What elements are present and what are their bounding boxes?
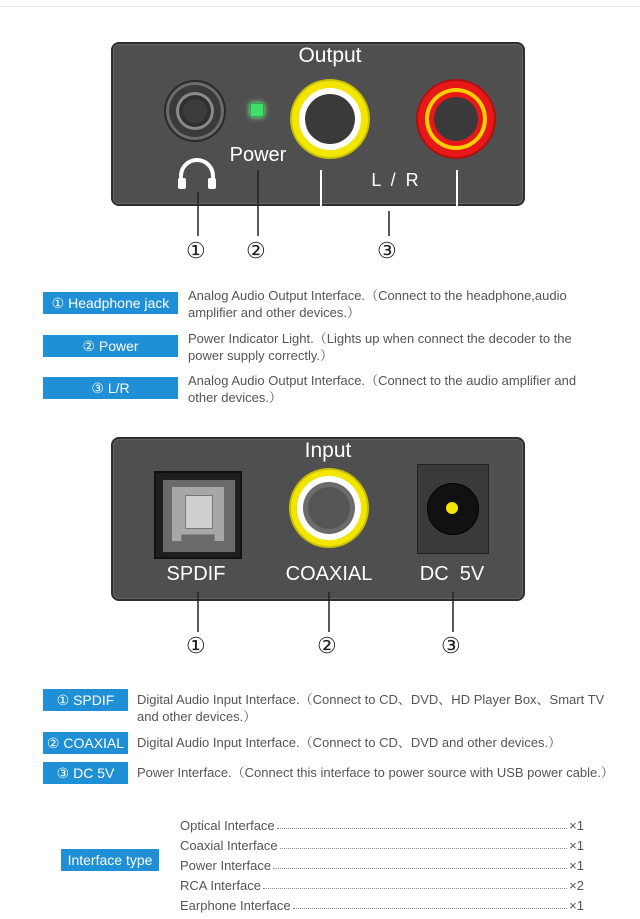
dc-port: [417, 464, 489, 554]
lr-label: L / R: [371, 170, 419, 190]
interface-type-list: [180, 813, 584, 913]
output-callout-3: ③: [377, 239, 397, 264]
interface-row: [180, 813, 584, 833]
input-callout-2: ②: [317, 634, 337, 659]
interface-name: Power Interface: [180, 858, 272, 873]
coaxial-badge: ② COAXIAL: [43, 732, 128, 754]
power-desc: Power Indicator Light.（Lights up when connect the decoder to the power supply correctly.）: [188, 331, 572, 363]
dc-badge: ③ DC 5V: [43, 762, 128, 784]
interface-qty: ×1: [569, 838, 584, 853]
input-callout-1: ①: [186, 634, 206, 659]
lr-badge: ③ L/R: [43, 377, 178, 399]
headphone-jack-desc: Analog Audio Output Interface.（Connect to the headphone,audio amplifier and other devices.）: [188, 288, 567, 320]
spdif-badge: ① SPDIF: [43, 689, 128, 711]
interface-qty: ×2: [569, 878, 584, 893]
interface-name: Earphone Interface: [180, 898, 291, 913]
output-callout-2: ②: [246, 239, 266, 264]
interface-qty: ×1: [569, 898, 584, 913]
coaxial-jack: [289, 468, 369, 548]
interface-name: Coaxial Interface: [180, 838, 278, 853]
interface-qty: ×1: [569, 858, 584, 873]
interface-dots: [277, 828, 568, 829]
interface-qty: ×1: [569, 818, 584, 833]
coaxial-desc: Digital Audio Input Interface.（Connect to CD、DVD and other devices.）: [137, 735, 562, 750]
output-callout-1: ①: [186, 239, 206, 264]
headphone-jack-badge: ① Headphone jack: [43, 292, 178, 314]
interface-dots: [263, 888, 567, 889]
interface-dots: [280, 848, 568, 849]
spdif-port: [154, 471, 242, 559]
interface-dots: [293, 908, 568, 909]
coaxial-label: COAXIAL: [285, 563, 373, 585]
interface-dots: [273, 868, 567, 869]
interface-name: RCA Interface: [180, 878, 261, 893]
interface-row: [180, 853, 584, 873]
spdif-desc: Digital Audio Input Interface.（Connect to CD、DVD、HD Player Box、Smart TV and other devices.）: [137, 692, 605, 724]
interface-row: [180, 873, 584, 893]
output-title: Output: [298, 44, 362, 67]
interface-row: [180, 833, 584, 853]
interface-type-badge: Interface type: [61, 849, 159, 871]
power-badge: ② Power: [43, 335, 178, 357]
lr-desc: Analog Audio Output Interface.（Connect to the audio amplifier and other devices.）: [188, 373, 577, 405]
input-callout-3: ③: [441, 634, 461, 659]
input-leader-lines: [0, 580, 640, 640]
interface-name: Optical Interface: [180, 818, 275, 833]
dc-label: DC 5V: [419, 563, 485, 585]
output-leader-lines: [0, 0, 640, 280]
dc-desc: Power Interface.（Connect this interface to power source with USB power cable.）: [137, 765, 614, 780]
spdif-label: SPDIF: [166, 563, 226, 585]
input-title: Input: [304, 439, 352, 462]
interface-row: [180, 893, 584, 913]
power-label: Power: [229, 144, 287, 166]
